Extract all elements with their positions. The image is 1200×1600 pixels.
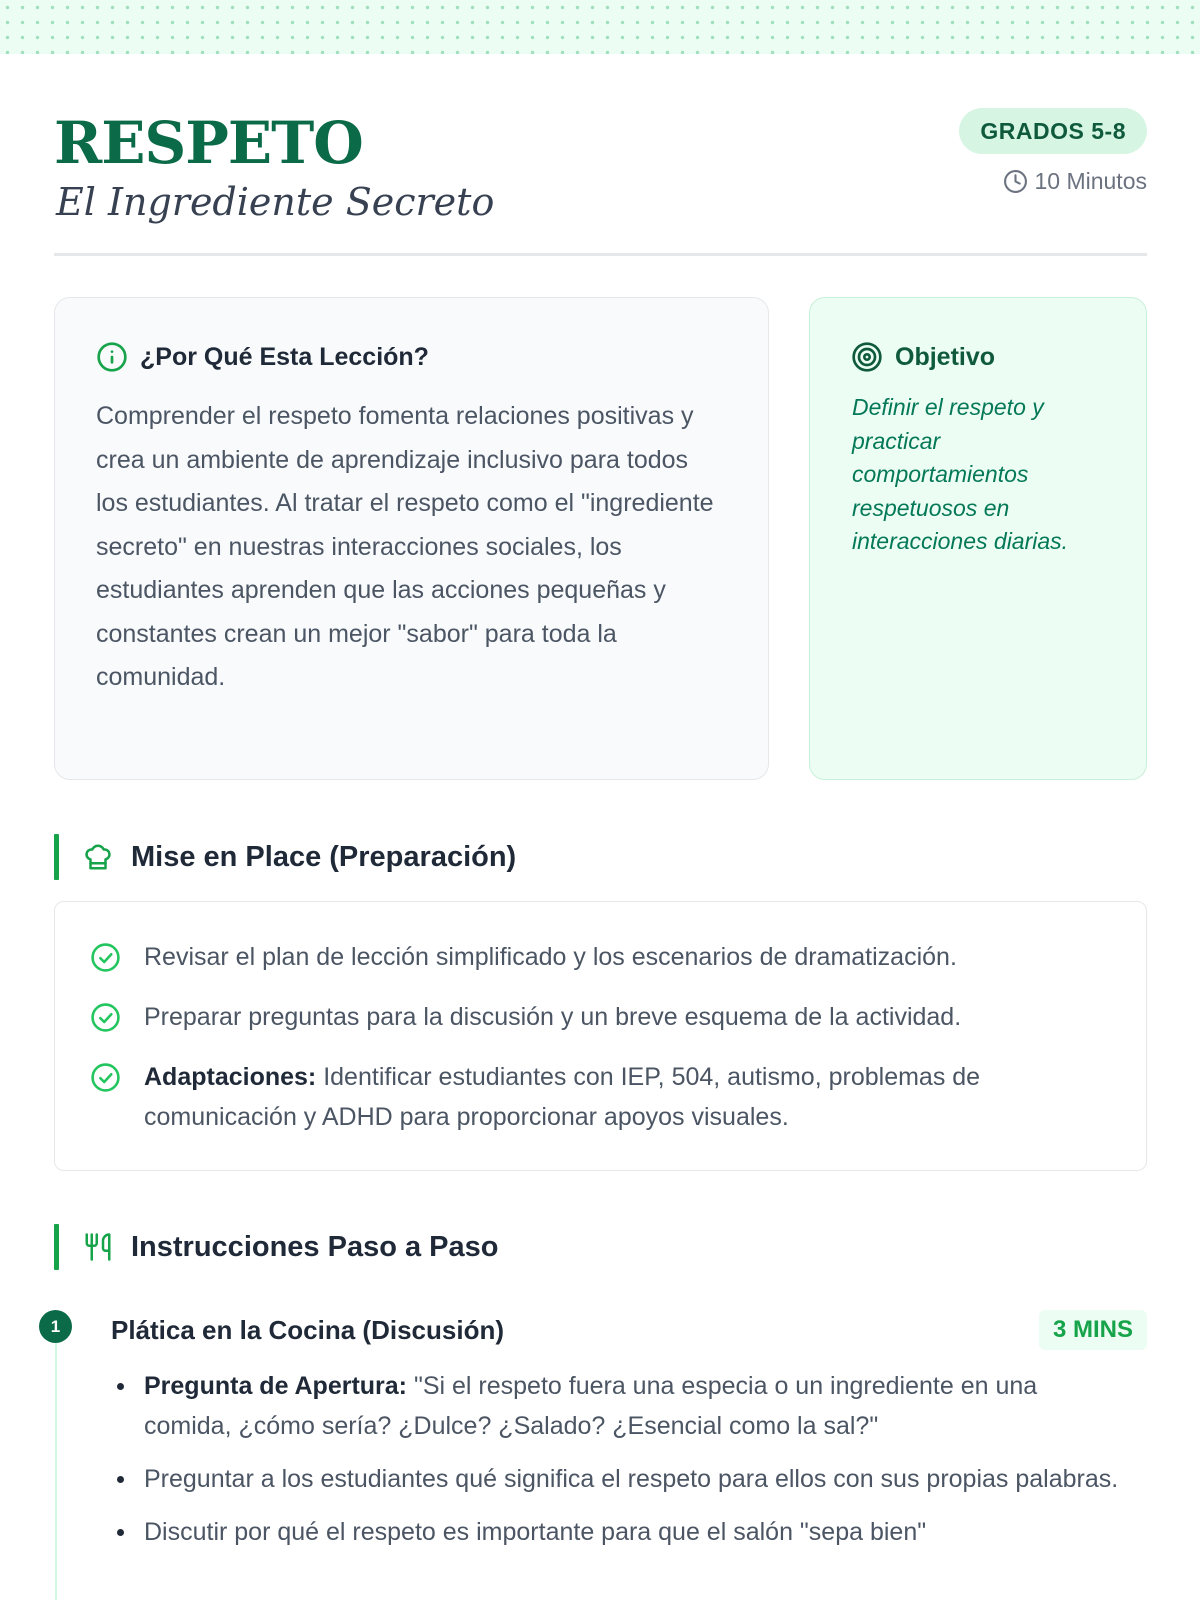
prep-item-text: Revisar el plan de lección simplificado y los escenarios de dramatización. bbox=[144, 943, 957, 971]
lesson-title: RESPETO bbox=[54, 109, 363, 177]
list-item: Discutir por qué el respeto es importante para que el salón "sepa bien" bbox=[111, 1512, 1131, 1552]
prep-item-text: Preparar preguntas para la discusión y un breve esquema de la actividad. bbox=[144, 1003, 962, 1031]
duration-label: 10 Minutos bbox=[1034, 168, 1147, 194]
objective-card-body: Definir el respeto y practicar comportamientos respetuosos en interacciones diarias. bbox=[852, 394, 1069, 554]
objective-card-title: Objetivo bbox=[895, 343, 996, 371]
prep-section-heading bbox=[54, 834, 516, 880]
step-number-badge: 1 bbox=[39, 1310, 72, 1343]
prep-item bbox=[90, 997, 1104, 1037]
prep-item bbox=[90, 1057, 1104, 1137]
info-icon bbox=[96, 341, 128, 373]
grade-badge: GRADOS 5-8 bbox=[959, 108, 1147, 154]
prep-item bbox=[90, 937, 1104, 977]
section-accent-bar bbox=[54, 834, 59, 880]
lesson-subtitle: El Ingrediente Secreto bbox=[56, 180, 495, 224]
utensils-icon bbox=[83, 1232, 117, 1262]
why-card-title: ¿Por Qué Esta Lección? bbox=[140, 343, 429, 371]
objective-card bbox=[809, 297, 1147, 780]
objective-card-heading bbox=[851, 339, 995, 375]
header-divider bbox=[54, 253, 1147, 256]
why-card-body: Comprender el respeto fomenta relaciones positivas y crea un ambiente de aprendizaje inclusivo para todos los estudiantes. Al tratar el respeto como el "ingrediente secreto" en nuestras interacciones sociales, los estudiantes aprenden que las acciones pequeñas y constantes crean un mejor "sabor" para toda la comunidad. bbox=[96, 402, 714, 691]
clock-icon bbox=[1003, 169, 1028, 194]
section-accent-bar bbox=[54, 1224, 59, 1270]
prep-section-title: Mise en Place (Preparación) bbox=[131, 841, 517, 873]
steps-section-title: Instrucciones Paso a Paso bbox=[131, 1231, 499, 1263]
step-bullet-list bbox=[111, 1366, 1131, 1565]
steps-section-heading bbox=[54, 1224, 498, 1270]
check-circle-icon bbox=[90, 1057, 122, 1097]
prep-item-text: Adaptaciones: Identificar estudiantes con IEP, 504, autismo, problemas de comunicación y ADHD para proporcionar apoyos visuales. bbox=[144, 1063, 981, 1131]
step-title: Plática en la Cocina (Discusión) bbox=[111, 1315, 504, 1345]
step-duration-badge: 3 MINS bbox=[1039, 1310, 1147, 1350]
lesson-header bbox=[54, 108, 1147, 258]
why-card-heading bbox=[96, 339, 429, 375]
duration bbox=[1003, 166, 1147, 196]
list-item: Pregunta de Apertura: "Si el respeto fuera una especia o un ingrediente en una comida, ¿cómo sería? ¿Dulce? ¿Salado? ¿Esencial como la sal?" bbox=[111, 1366, 1131, 1446]
prep-checklist bbox=[54, 901, 1147, 1171]
check-circle-icon bbox=[90, 997, 122, 1037]
chef-hat-icon bbox=[83, 842, 117, 872]
timeline-line bbox=[55, 1310, 57, 1600]
target-icon bbox=[851, 341, 883, 373]
bullet-dot bbox=[117, 1529, 124, 1536]
bullet-dot bbox=[117, 1476, 124, 1483]
why-lesson-card bbox=[54, 297, 769, 780]
list-item: Preguntar a los estudiantes qué significa el respeto para ellos con sus propias palabras. bbox=[111, 1459, 1131, 1499]
check-circle-icon bbox=[90, 937, 122, 977]
bullet-dot bbox=[117, 1383, 124, 1390]
decorative-dot-band bbox=[0, 0, 1200, 54]
